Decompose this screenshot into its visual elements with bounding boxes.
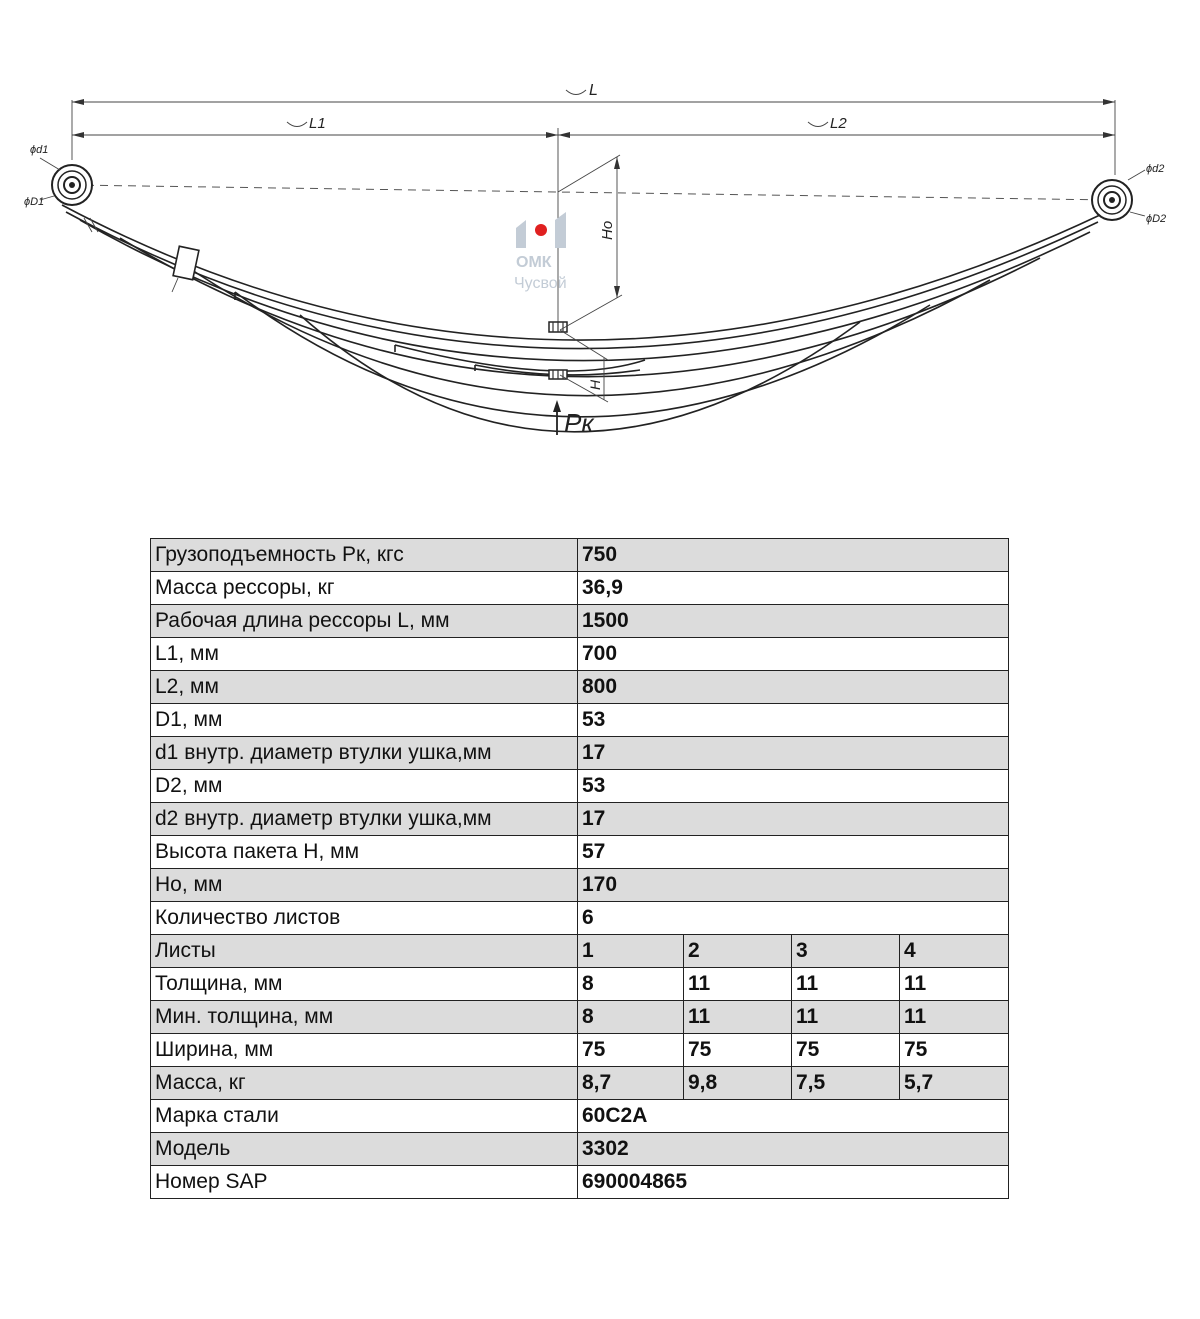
row-value: 750 [578,539,1009,572]
table-row [151,671,1009,704]
row-value: 700 [578,638,1009,671]
row-value: 2 [684,935,792,968]
row-value: 11 [792,968,900,1001]
dimension-Ho [558,155,622,330]
row-label: L2, мм [151,671,578,704]
row-value: 17 [578,803,1009,836]
logo-dot-icon [535,224,547,236]
row-label: d2 внутр. диаметр втулки ушка,мм [151,803,578,836]
row-value: 1500 [578,605,1009,638]
row-value: 690004865 [578,1166,1009,1199]
table-row [151,704,1009,737]
label-d1: ϕd1 [30,144,49,156]
row-label: Масса рессоры, кг [151,572,578,605]
table-row [151,572,1009,605]
dimension-L [72,82,1115,175]
row-value: 800 [578,671,1009,704]
table-row [151,770,1009,803]
row-value: 75 [684,1034,792,1067]
row-value: 8 [578,1001,684,1034]
row-value: 53 [578,770,1009,803]
row-label: Марка стали [151,1100,578,1133]
left-eye [24,144,92,208]
row-value: 8,7 [578,1067,684,1100]
row-value: 36,9 [578,572,1009,605]
dimension-L2-label: L2 [830,115,847,132]
center-bolt [549,322,567,379]
row-value: 170 [578,869,1009,902]
label-D1: ϕD1 [24,196,45,208]
label-Ho: Ho [599,220,616,240]
row-label: Листы [151,935,578,968]
row-value: 75 [578,1034,684,1067]
label-Pk: Pк [564,408,594,438]
row-value: 3 [792,935,900,968]
row-value: 5,7 [900,1067,1009,1100]
row-value: 1 [578,935,684,968]
row-value: 9,8 [684,1067,792,1100]
row-value: 11 [792,1001,900,1034]
table-row [151,1067,1009,1100]
spec-table [150,538,1009,1199]
row-value: 57 [578,836,1009,869]
row-label: L1, мм [151,638,578,671]
row-value: 3302 [578,1133,1009,1166]
row-label: Рабочая длина рессоры L, мм [151,605,578,638]
row-label: Грузоподъемность Рк, кгс [151,539,578,572]
table-row [151,1001,1009,1034]
row-value: 7,5 [792,1067,900,1100]
table-row [151,803,1009,836]
row-label: D1, мм [151,704,578,737]
row-label: d1 внутр. диаметр втулки ушка,мм [151,737,578,770]
row-value: 6 [578,902,1009,935]
row-label: Толщина, мм [151,968,578,1001]
table-row [151,902,1009,935]
row-value: 17 [578,737,1009,770]
row-value: 11 [900,1001,1009,1034]
row-value: 11 [684,968,792,1001]
table-row [151,605,1009,638]
table-row [151,935,1009,968]
row-value: 60С2А [578,1100,1009,1133]
logo-text: ОМК [516,254,552,271]
table-row [151,1166,1009,1199]
label-H: H [587,379,603,390]
row-label: Ho, мм [151,869,578,902]
right-eye [1092,163,1166,225]
table-row [151,1133,1009,1166]
logo-subtext: Чусвой [514,275,567,292]
row-value: 11 [900,968,1009,1001]
row-label: D2, мм [151,770,578,803]
row-label: Высота пакета H, мм [151,836,578,869]
table-row [151,1100,1009,1133]
eye-axis-line [72,185,1112,200]
dimension-L-label: L [589,82,598,99]
table-row [151,1034,1009,1067]
dimension-L1-label: L1 [309,115,326,132]
table-row [151,836,1009,869]
table-row [151,737,1009,770]
table-row [151,869,1009,902]
load-Pk [553,400,595,438]
row-label: Номер SAP [151,1166,578,1199]
row-value: 8 [578,968,684,1001]
table-row [151,539,1009,572]
row-label: Масса, кг [151,1067,578,1100]
row-value: 4 [900,935,1009,968]
row-label: Мин. толщина, мм [151,1001,578,1034]
table-row [151,968,1009,1001]
row-value: 75 [792,1034,900,1067]
row-label: Ширина, мм [151,1034,578,1067]
leaf-spring-drawing [0,0,1200,460]
spec-table-body [151,539,1009,1199]
row-label: Количество листов [151,902,578,935]
label-d2: ϕd2 [1146,163,1165,175]
label-D2: ϕD2 [1146,213,1167,225]
omk-logo [514,212,567,292]
row-value: 11 [684,1001,792,1034]
row-value: 53 [578,704,1009,737]
row-value: 75 [900,1034,1009,1067]
table-row [151,638,1009,671]
row-label: Модель [151,1133,578,1166]
